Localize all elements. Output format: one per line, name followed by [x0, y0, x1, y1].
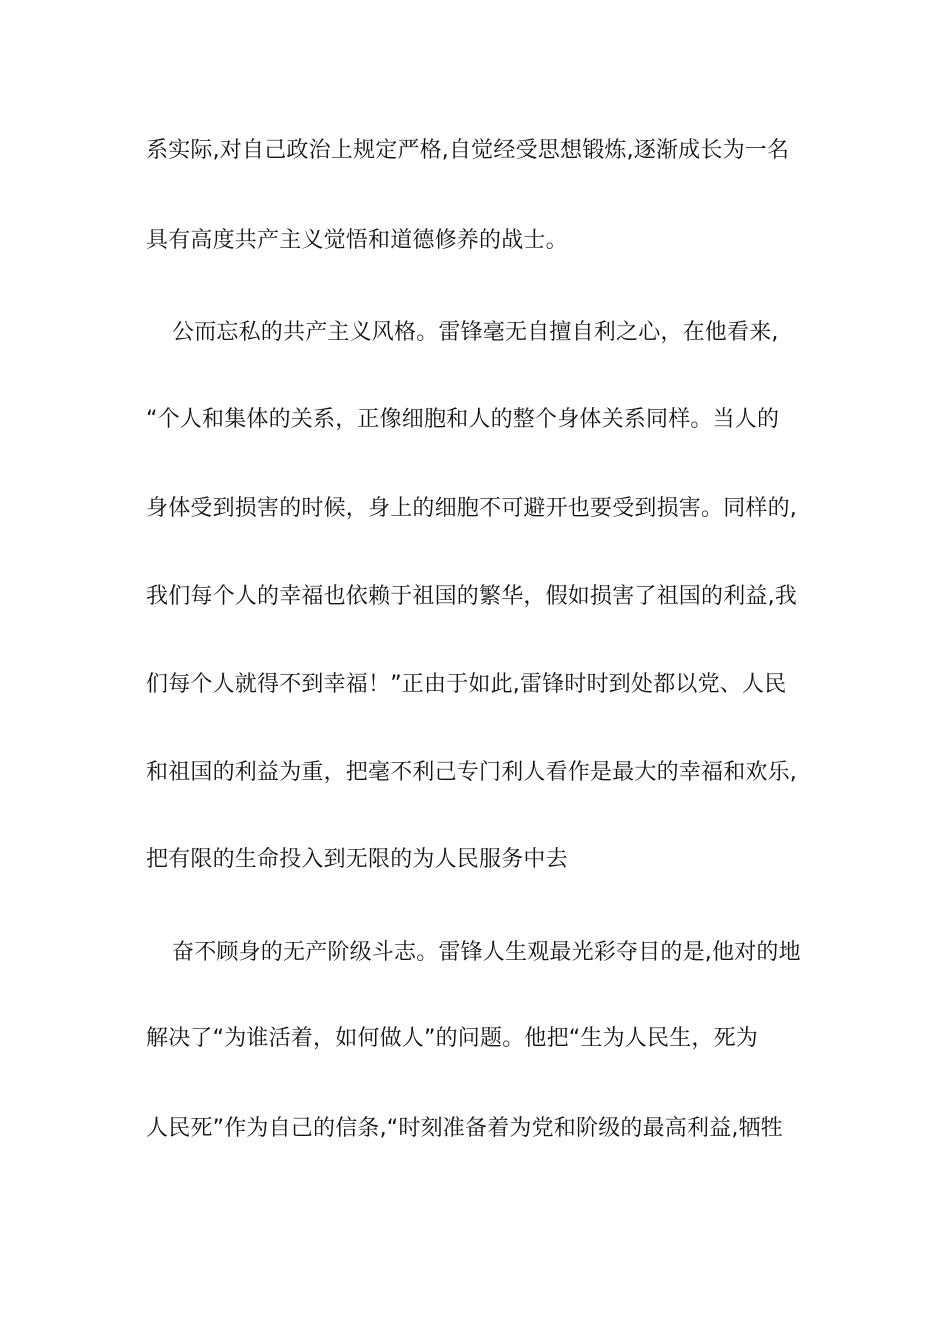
- text-line: 系实际,对自己政治上规定严格,自觉经受思想锻炼,逐渐成长为一名: [146, 138, 790, 163]
- text-line: 解决了“为谁活着，如何做人”的问题。他把“生为人民生，死为: [146, 1026, 758, 1051]
- text-line: 我们每个人的幸福也依赖于祖国的繁华，假如损害了祖国的利益,我: [146, 584, 797, 609]
- text-line: 把有限的生命投入到无限的为人民服务中去: [146, 847, 568, 872]
- text-line: 和祖国的利益为重，把毫不利己专门利人看作是最大的幸福和欢乐,: [146, 760, 797, 785]
- paragraph-start-line: 奋不顾身的无产阶级斗志。雷锋人生观最光彩夺目的是,他对的地: [172, 940, 801, 965]
- text-line: 们每个人就得不到幸福！”正由于如此,雷锋时时到处都以党、人民: [146, 672, 787, 697]
- text-line: 人民死”作为自己的信条,“时刻准备着为党和阶级的最高利益,牺牲: [146, 1116, 783, 1141]
- text-line: “个人和集体的关系，正像细胞和人的整个身体关系同样。当人的: [146, 407, 780, 432]
- text-line: 具有高度共产主义觉悟和道德修养的战士。: [146, 228, 568, 253]
- paragraph-start-line: 公而忘私的共产主义风格。雷锋毫无自擅自利之心，在他看来,: [172, 320, 779, 345]
- text-line: 身体受到损害的时候，身上的细胞不可避开也要受到损害。同样的,: [146, 496, 797, 521]
